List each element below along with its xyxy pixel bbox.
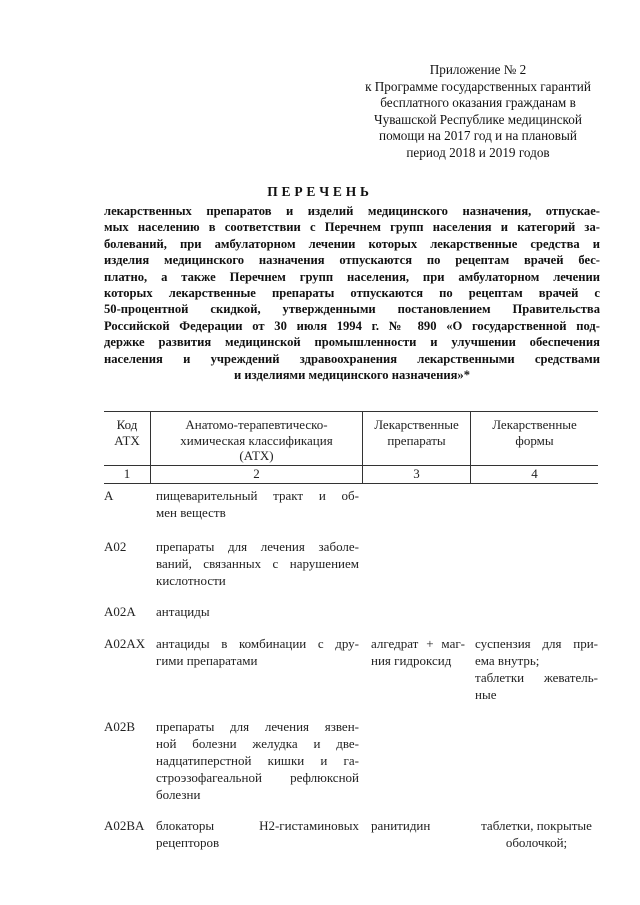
column-number: 2 (151, 466, 363, 483)
dosage-forms (471, 817, 598, 857)
appendix-line: помощи на 2017 год и на плановый (379, 128, 577, 144)
text-line: антациды в комбинации с дру- (156, 636, 359, 651)
header-text: (АТХ) (239, 448, 274, 463)
atc-classification (151, 603, 363, 635)
table-row (104, 817, 598, 857)
dosage-forms (471, 635, 598, 718)
atc-classification (151, 538, 363, 603)
drug-names (363, 538, 471, 603)
atc-classification (151, 635, 363, 718)
text-line: болезни (156, 787, 201, 802)
text-line: ные (475, 687, 497, 702)
text-line: мен веществ (156, 505, 226, 520)
table-row (104, 487, 598, 538)
header-text: АТХ (114, 432, 140, 448)
appendix-header (342, 62, 614, 162)
drug-names (363, 635, 471, 718)
text-line: ема внутрь; (475, 653, 540, 668)
dosage-forms (471, 538, 598, 603)
text-line: оболочкой; (505, 835, 568, 850)
appendix-line: бесплатного оказания гражданам в (380, 95, 576, 111)
column-number: 1 (104, 466, 151, 483)
text-line: блокаторы H2-гистаминовых (156, 818, 359, 833)
drug-names (363, 487, 471, 538)
text-line: таблетки, покрытые (481, 818, 592, 833)
appendix-line: Чувашской Республике медицинской (374, 111, 582, 127)
atc-classification (151, 487, 363, 538)
subtitle-line: лекарственных препаратов и изделий медицинского назначения, отпускае- (104, 204, 600, 218)
table-row (104, 538, 598, 603)
atc-code: A02A (104, 604, 136, 619)
text-line: антациды (156, 604, 210, 619)
atc-code: A02BA (104, 818, 145, 833)
subtitle-line: платно, а также Перечнем групп населения, при амбулаторном лечении (104, 269, 600, 284)
text-line: пищеварительный тракт и об- (156, 488, 359, 503)
header-text: препараты (387, 432, 446, 448)
subtitle-line: Российской Федерации от 30 июля 1994 г. № 890 «О государственной под- (104, 318, 600, 333)
subtitle-line: населения и учреждений здравоохранения лекарственными средствами (104, 351, 600, 366)
text-line: алгедрат + маг- (371, 636, 465, 651)
text-line: таблетки жеватель- (475, 670, 598, 685)
text-line: кислотности (156, 573, 226, 588)
text-line: ния гидроксид (371, 653, 452, 668)
appendix-line: период 2018 и 2019 годов (406, 144, 550, 160)
atc-code: A02B (104, 719, 136, 734)
dosage-forms (471, 603, 598, 635)
atc-classification (151, 718, 363, 817)
dosage-forms (471, 487, 598, 538)
column-number: 3 (363, 466, 471, 483)
atc-code: А (104, 488, 114, 503)
text-line: гими препаратами (156, 653, 258, 668)
header-code (104, 412, 151, 465)
subtitle-line: держке развития медицинской промышленности и улучшении обеспечения (104, 335, 600, 350)
text-line: строэзофагеальной рефлюксной (156, 770, 359, 785)
drug-names (363, 718, 471, 817)
text-line: препараты для лечения язвен- (156, 719, 359, 734)
column-number: 4 (531, 466, 538, 481)
table-header-row (104, 411, 598, 466)
header-classification (151, 412, 363, 465)
subtitle-line: 50-процентной скидкой, утвержденными постановлением Правительства (104, 302, 600, 317)
subtitle-line: которых лекарственные препараты отпускаются по рецептам врачей с (104, 286, 600, 301)
header-text: Код (116, 417, 138, 432)
header-forms (471, 412, 598, 465)
text-line: суспензия для при- (475, 636, 598, 651)
table-column-numbers-row (104, 466, 598, 484)
drug-names (363, 817, 471, 857)
header-text: химическая классификация (180, 432, 333, 448)
header-drugs (363, 412, 471, 465)
subtitle-line: болеваний, при амбулаторном лечении которых лекарственные средства и (104, 236, 600, 251)
header-text: формы (515, 432, 554, 448)
drug-names (363, 603, 471, 635)
atc-code: A02 (104, 539, 127, 554)
table-row (104, 603, 598, 635)
subtitle-line: мых населению в соответствии с Перечнем групп населения и категорий за- (104, 220, 600, 235)
subtitle-line: изделия медицинского назначения отпускаются по рецептам врачей бес- (104, 253, 600, 268)
drug-list-table (104, 411, 598, 857)
header-text: Лекарственные (374, 417, 459, 432)
document-title: ПЕРЕЧЕНЬ (267, 184, 373, 199)
text-line: надцатиперстной кишки и га- (156, 753, 359, 768)
header-text: Лекарственные (492, 417, 577, 432)
text-line: рецепторов (156, 835, 220, 850)
document-subtitle (104, 203, 600, 383)
appendix-line: к Программе государственных гарантий (365, 78, 591, 94)
table-row (104, 635, 598, 718)
atc-code: A02AX (104, 636, 146, 651)
appendix-line: Приложение № 2 (429, 62, 527, 77)
table-row (104, 718, 598, 817)
header-text: Анатомо-терапевтическо- (185, 417, 328, 432)
atc-classification (151, 817, 363, 857)
text-line: препараты для лечения заболе- (156, 539, 359, 554)
text-line: ваний, связанных с нарушением (156, 556, 359, 571)
subtitle-line: и изделиями медицинского назначения»* (233, 368, 471, 383)
text-line: ранитидин (371, 818, 431, 833)
dosage-forms (471, 718, 598, 817)
text-line: ной болезни желудка и две- (156, 736, 359, 751)
